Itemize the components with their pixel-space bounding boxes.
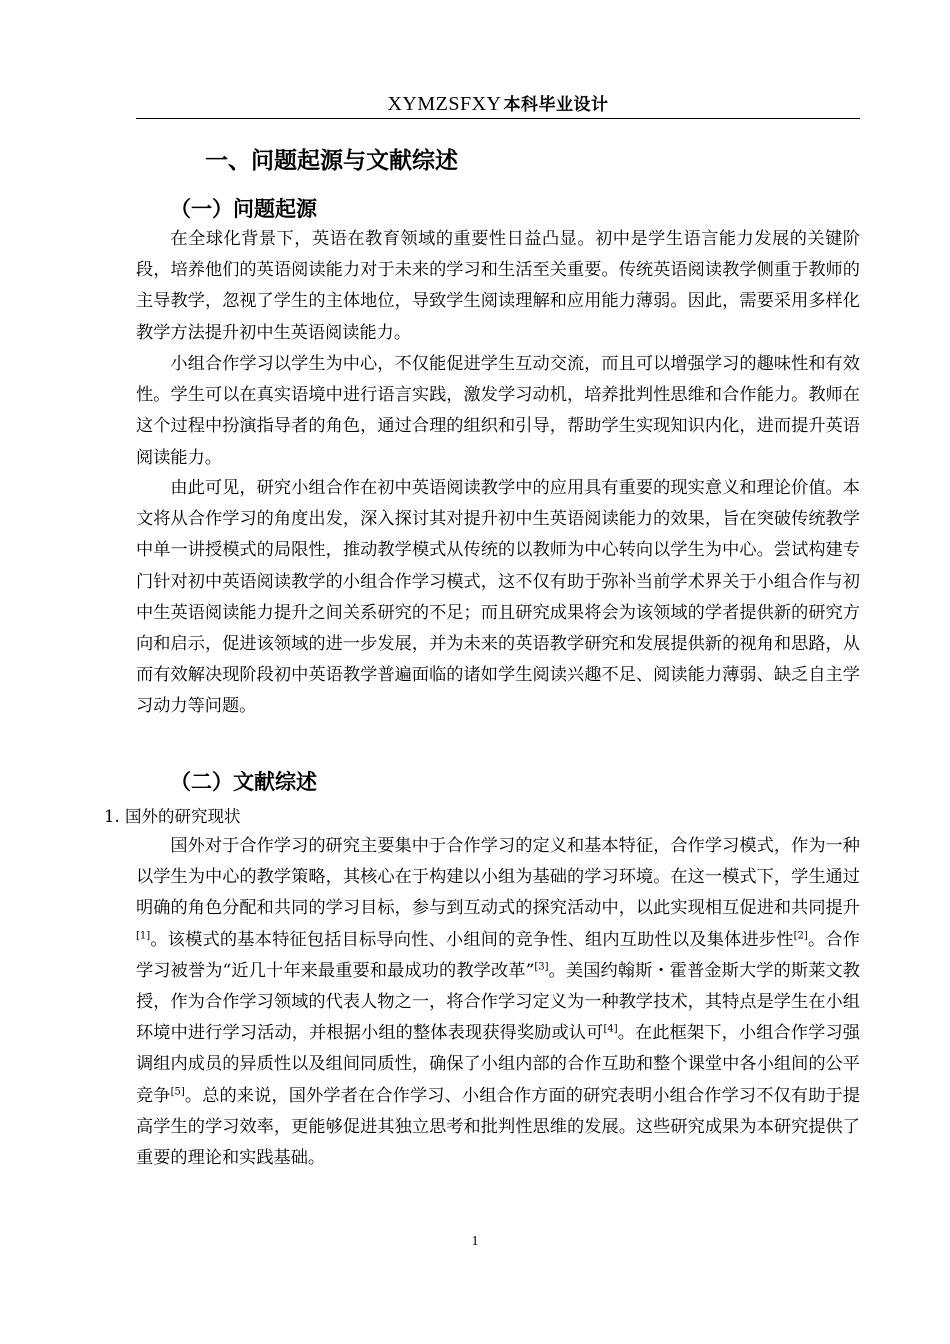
page-number: 1 <box>471 1234 479 1249</box>
paragraph-origin-2: 小组合作学习以学生为中心，不仅能促进学生互动交流，而且可以增强学习的趣味性和有效性。学生可以在真实语境中进行语言实践，激发学习动机，培养批判性思维和合作能力。教师在这个过程中扮演指导者的角色，通过合理的组织和引导，帮助学生实现知识内化，进而提升英语阅读能力。 <box>136 354 860 468</box>
text-run: 。合作学习被誉为“近几十年来最重要和最成功的教学改革” <box>136 929 860 981</box>
section-title: 一、问题起源与文献综述 <box>205 148 458 174</box>
header-doc-type: 本科毕业设计 <box>503 95 609 115</box>
text-run: 。美国约翰斯・霍普金斯大学的斯莱文教授，作为合作学习领域的代表人物之一，将合作学习定义为一种教学技术，其特点是学生在小组环境中进行学习活动，并根据小组的整体表现获得奖励或认可 <box>136 960 860 1044</box>
item-heading-foreign-research: 1. 国外的研究现状 <box>104 807 241 826</box>
subsection-title-review: （二）文献综述 <box>170 770 317 794</box>
citation-ref: [2] <box>793 929 808 941</box>
page-header <box>136 90 860 116</box>
paragraph-origin-1: 在全球化背景下，英语在教育领域的重要性日益凸显。初中是学生语言能力发展的关键阶段，培养他们的英语阅读能力对于未来的学习和生活至关重要。传统英语阅读教学侧重于教师的主导教学，忽视了学生的主体地位，导致学生阅读理解和应用能力薄弱。因此，需要采用多样化教学方法提升初中生英语阅读能力。 <box>136 229 860 343</box>
citation-ref: [1] <box>136 929 151 941</box>
text-run: 。总的来说，国外学者在合作学习、小组合作方面的研究表明小组合作学习不仅有助于提高学生的学习效率，更能够促进其独立思考和批判性思维的发展。这些研究成果为本研究提供了重要的理论和实践基础。 <box>136 1085 860 1169</box>
citation-ref: [3] <box>534 961 549 973</box>
citation-ref: [5] <box>170 1085 185 1097</box>
paragraph-foreign-research <box>136 831 860 1174</box>
text-run: 。该模式的基本特征包括目标导向性、小组间的竞争性、组内互助性以及集体进步性 <box>150 929 794 950</box>
citation-ref: [4] <box>603 1023 618 1035</box>
text-run: 。在此框架下，小组合作学习强调组内成员的异质性以及组间同质性，确保了小组内部的合作互助和整个课堂中各小组间的公平竞争 <box>136 1023 860 1106</box>
header-rule <box>136 118 860 119</box>
paragraph-origin-3: 由此可见，研究小组合作在初中英语阅读教学中的应用具有重要的现实意义和理论价值。本文将从合作学习的角度出发，深入探讨其对提升初中生英语阅读能力的效果，旨在突破传统教学中单一讲授模式的局限性，推动教学模式从传统的以教师为中心转向以学生为中心。尝试构建专门针对初中英语阅读教学的小组合作学习模式，这不仅有助于弥补当前学术界关于小组合作与初中生英语阅读能力提升之间关系研究的不足；而且研究成果将会为该领域的学者提供新的研究方向和启示，促进该领域的进一步发展，并为未来的英语教学研究和发展提供新的视角和思路，从而有效解决现阶段初中英语教学普遍面临的诸如学生阅读兴趣不足、阅读能力薄弱、缺乏自主学习动力等问题。 <box>136 478 860 717</box>
subsection-title-origin: （一）问题起源 <box>170 197 317 221</box>
header-school-code: XYMZSFXY <box>387 93 502 115</box>
text-run: 国外对于合作学习的研究主要集中于合作学习的定义和基本特征，合作学习模式，作为一种以学生为中心的教学策略，其核心在于构建以小组为基础的学习环境。在这一模式下，学生通过明确的角色分配和共同的学习目标，参与到互动式的探究活动中，以此实现相互促进和共同提升 <box>136 836 860 919</box>
